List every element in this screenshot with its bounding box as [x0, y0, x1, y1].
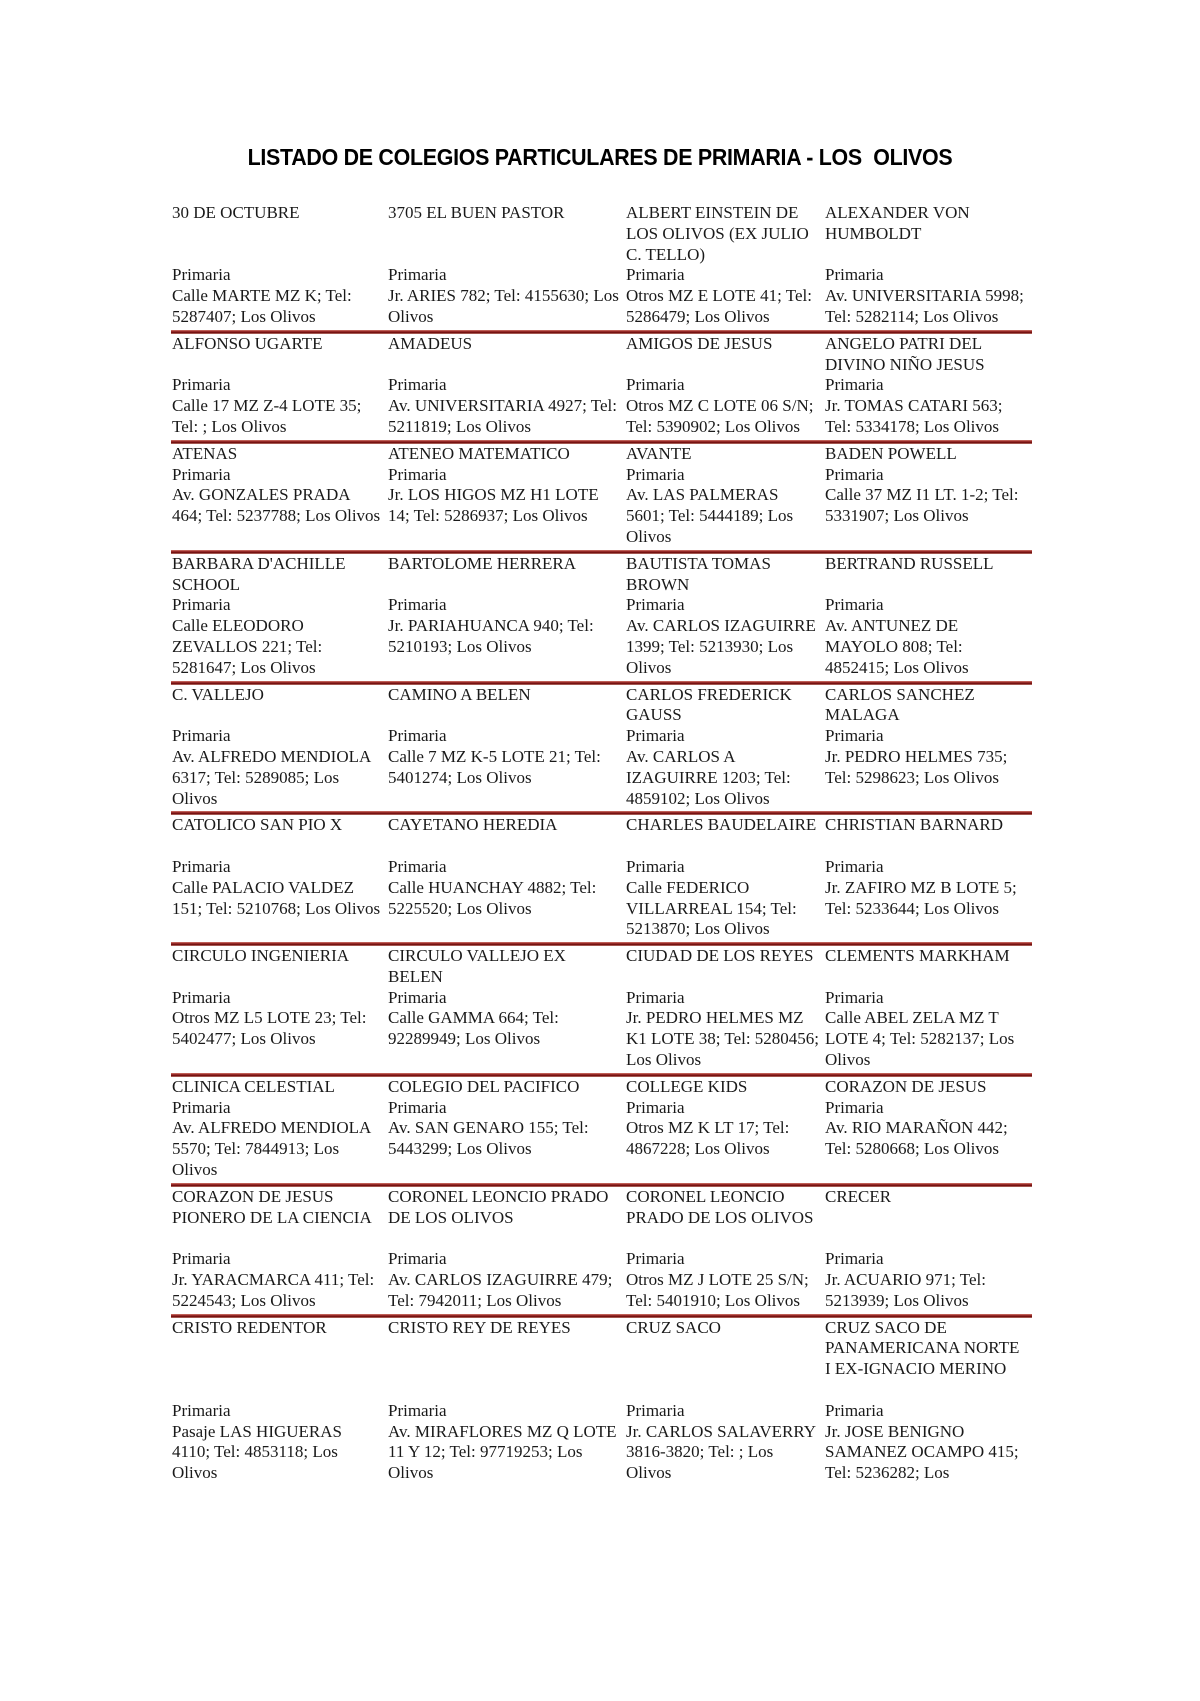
school-address: Calle 17 MZ Z-4 LOTE 35; Tel: ; Los Olivos: [172, 396, 362, 436]
school-row: [172, 946, 1032, 1077]
school-level: Primaria: [626, 1249, 685, 1269]
school-entry: [825, 334, 1032, 438]
school-entry: [388, 203, 626, 328]
school-level: Primaria: [825, 1249, 884, 1269]
school-address: Av. SAN GENARO 155; Tel: 5443299; Los Olivos: [388, 1118, 589, 1159]
school-name: AMADEUS: [388, 333, 473, 353]
school-name: CHARLES BAUDELAIRE: [626, 815, 817, 835]
school-name: BADEN POWELL: [825, 443, 957, 463]
school-name: CRECER: [825, 1186, 892, 1206]
school-address: Av. RIO MARAÑON 442; Tel: 5280668; Los Olivos: [825, 1118, 1008, 1159]
school-level: Primaria: [172, 987, 231, 1007]
school-entry: [626, 203, 825, 328]
school-name: CRISTO REDENTOR: [172, 1317, 327, 1337]
school-level: Primaria: [825, 1400, 884, 1420]
school-entry: [626, 334, 825, 438]
school-entry: [172, 1187, 388, 1312]
school-entry: [626, 1187, 825, 1312]
school-address: Jr. ARIES 782; Tel: 4155630; Los Olivos: [388, 286, 619, 326]
school-address: Calle ELEODORO ZEVALLOS 221; Tel: 5281647; Los Olivos: [172, 616, 323, 677]
school-level: Primaria: [626, 1400, 685, 1420]
school-level: Primaria: [388, 726, 447, 746]
school-entry: [626, 1077, 825, 1181]
school-level: Primaria: [388, 595, 447, 615]
page-title: LISTADO DE COLEGIOS PARTICULARES DE PRIMARIA - LOS OLIVOS: [247, 144, 953, 170]
school-level: Primaria: [626, 726, 685, 746]
school-level: Primaria: [626, 595, 685, 615]
school-name: CARLOS FREDERICK GAUSS: [626, 684, 792, 725]
school-entry: [172, 1077, 388, 1181]
school-name: AMIGOS DE JESUS: [626, 333, 773, 353]
school-level: Primaria: [388, 464, 447, 484]
school-entry: [388, 946, 626, 1071]
school-address: Otros MZ K LT 17; Tel: 4867228; Los Olivos: [626, 1118, 790, 1159]
school-name: ALFONSO UGARTE: [172, 333, 323, 353]
school-address: Otros MZ C LOTE 06 S/N; Tel: 5390902; Los Olivos: [626, 396, 814, 436]
school-address: Jr. TOMAS CATARI 563; Tel: 5334178; Los Olivos: [825, 396, 1003, 436]
school-entry: [825, 946, 1032, 1071]
school-name: BAUTISTA TOMAS BROWN: [626, 553, 771, 594]
school-name: CORONEL LEONCIO PRADO DE LOS OLIVOS: [626, 1186, 814, 1227]
school-address: Av. CARLOS IZAGUIRRE 1399; Tel: 5213930; Los Olivos: [626, 616, 816, 677]
school-name: CRISTO REY DE REYES: [388, 1317, 571, 1337]
school-address: Jr. JOSE BENIGNO SAMANEZ OCAMPO 415; Tel: 5236282; Los: [825, 1421, 1019, 1483]
school-address: Calle PALACIO VALDEZ 151; Tel: 5210768; Los Olivos: [172, 877, 381, 918]
school-row: [172, 1187, 1032, 1318]
school-row: [172, 1318, 1032, 1488]
school-entry: [626, 554, 825, 679]
school-address: Jr. ACUARIO 971; Tel: 5213939; Los Olivos: [825, 1270, 986, 1310]
school-name: CATOLICO SAN PIO X: [172, 815, 343, 835]
school-name: CHRISTIAN BARNARD: [825, 815, 1004, 835]
school-entry: [825, 815, 1032, 940]
school-address: Calle 7 MZ K-5 LOTE 21; Tel: 5401274; Los Olivos: [388, 746, 601, 787]
school-address: Jr. LOS HIGOS MZ H1 LOTE 14; Tel: 5286937; Los Olivos: [388, 485, 599, 526]
school-name: CIRCULO VALLEJO EX BELEN: [388, 946, 566, 986]
school-level: Primaria: [172, 265, 231, 285]
school-entry: [825, 444, 1032, 548]
school-entry: [172, 554, 388, 679]
school-address: Pasaje LAS HIGUERAS 4110; Tel: 4853118; Los Olivos: [172, 1421, 342, 1483]
school-entry: [825, 554, 1032, 679]
school-level: Primaria: [825, 856, 884, 876]
school-level: Primaria: [626, 987, 685, 1007]
school-address: Jr. PEDRO HELMES MZ K1 LOTE 38; Tel: 5280456; Los Olivos: [626, 1008, 820, 1070]
school-address: Av. CARLOS IZAGUIRRE 479; Tel: 7942011; Los Olivos: [388, 1270, 613, 1310]
school-level: Primaria: [626, 856, 685, 876]
school-address: Av. UNIVERSITARIA 4927; Tel: 5211819; Los Olivos: [388, 396, 617, 436]
school-address: Av. ANTUNEZ DE MAYOLO 808; Tel: 4852415; Los Olivos: [825, 616, 969, 677]
school-name: AVANTE: [626, 443, 692, 463]
school-level: Primaria: [172, 375, 231, 395]
school-name: BARTOLOME HERRERA: [388, 553, 577, 573]
school-name: C. VALLEJO: [172, 684, 264, 704]
school-name: CLEMENTS MARKHAM: [825, 946, 1010, 966]
school-name: CRUZ SACO: [626, 1317, 721, 1337]
school-entry: [626, 1318, 825, 1484]
school-name: 3705 EL BUEN PASTOR: [388, 203, 565, 222]
school-listing: [172, 203, 1032, 1488]
school-entry: [825, 203, 1032, 328]
school-level: Primaria: [825, 726, 884, 746]
school-address: Av. CARLOS A IZAGUIRRE 1203; Tel: 4859102; Los Olivos: [626, 746, 791, 808]
school-name: BERTRAND RUSSELL: [825, 553, 994, 573]
school-level: Primaria: [388, 1097, 447, 1117]
school-address: Calle MARTE MZ K; Tel: 5287407; Los Olivos: [172, 286, 352, 326]
school-name: CAMINO A BELEN: [388, 684, 531, 704]
school-entry: [825, 1318, 1032, 1484]
school-name: CRUZ SACO DE PANAMERICANA NORTE I EX-IGNACIO MERINO: [825, 1317, 1020, 1379]
school-address: Jr. PEDRO HELMES 735; Tel: 5298623; Los Olivos: [825, 746, 1008, 787]
school-level: Primaria: [626, 464, 685, 484]
school-entry: [172, 203, 388, 328]
school-name: ANGELO PATRI DEL DIVINO NIÑO JESUS: [825, 333, 985, 374]
school-row: [172, 203, 1032, 334]
school-level: Primaria: [626, 1097, 685, 1117]
school-row: [172, 554, 1032, 685]
school-level: Primaria: [172, 464, 231, 484]
school-row: [172, 685, 1032, 816]
school-address: Av. MIRAFLORES MZ Q LOTE 11 Y 12; Tel: 97719253; Los Olivos: [388, 1421, 617, 1483]
school-entry: [388, 1077, 626, 1181]
school-entry: [172, 685, 388, 810]
school-level: Primaria: [825, 987, 884, 1007]
school-level: Primaria: [388, 856, 447, 876]
school-name: ALEXANDER VON HUMBOLDT: [825, 203, 970, 243]
school-name: ATENEO MATEMATICO: [388, 443, 570, 463]
school-level: Primaria: [388, 265, 447, 285]
school-level: Primaria: [172, 856, 231, 876]
school-name: 30 DE OCTUBRE: [172, 203, 300, 222]
school-level: Primaria: [626, 375, 685, 395]
school-name: BARBARA D'ACHILLE SCHOOL: [172, 553, 346, 594]
school-entry: [388, 444, 626, 548]
school-entry: [626, 946, 825, 1071]
school-name: CAYETANO HEREDIA: [388, 815, 558, 835]
school-entry: [172, 815, 388, 940]
school-name: CLINICA CELESTIAL: [172, 1076, 335, 1096]
school-name: CIRCULO INGENIERIA: [172, 946, 350, 966]
school-address: Otros MZ E LOTE 41; Tel: 5286479; Los Olivos: [626, 286, 812, 326]
school-entry: [388, 334, 626, 438]
school-entry: [825, 1187, 1032, 1312]
school-entry: [172, 334, 388, 438]
school-address: Calle GAMMA 664; Tel: 92289949; Los Olivos: [388, 1008, 559, 1049]
school-name: CORAZON DE JESUS: [825, 1076, 987, 1096]
school-name: ALBERT EINSTEIN DE LOS OLIVOS (EX JULIO C. TELLO): [626, 203, 809, 264]
school-name: COLEGIO DEL PACIFICO: [388, 1076, 580, 1096]
school-entry: [388, 554, 626, 679]
school-address: Calle 37 MZ I1 LT. 1-2; Tel: 5331907; Los Olivos: [825, 485, 1019, 526]
school-row: [172, 444, 1032, 554]
school-row: [172, 334, 1032, 444]
school-level: Primaria: [825, 464, 884, 484]
school-level: Primaria: [388, 987, 447, 1007]
school-row: [172, 815, 1032, 946]
school-entry: [626, 685, 825, 810]
school-level: Primaria: [825, 265, 884, 285]
school-address: Otros MZ J LOTE 25 S/N; Tel: 5401910; Los Olivos: [626, 1270, 809, 1310]
school-address: Av. UNIVERSITARIA 5998; Tel: 5282114; Los Olivos: [825, 286, 1024, 326]
school-address: Calle HUANCHAY 4882; Tel: 5225520; Los Olivos: [388, 877, 597, 918]
school-name: CORONEL LEONCIO PRADO DE LOS OLIVOS: [388, 1186, 609, 1227]
school-level: Primaria: [825, 375, 884, 395]
school-address: Calle ABEL ZELA MZ T LOTE 4; Tel: 5282137; Los Olivos: [825, 1008, 1015, 1070]
school-entry: [626, 444, 825, 548]
school-entry: [172, 444, 388, 548]
school-level: Primaria: [626, 265, 685, 285]
school-level: Primaria: [388, 375, 447, 395]
school-address: Jr. PARIAHUANCA 940; Tel: 5210193; Los Olivos: [388, 616, 594, 656]
school-address: Av. ALFREDO MENDIOLA 6317; Tel: 5289085; Los Olivos: [172, 746, 371, 808]
school-address: Calle FEDERICO VILLARREAL 154; Tel: 5213870; Los Olivos: [626, 877, 797, 939]
school-address: Otros MZ L5 LOTE 23; Tel: 5402477; Los Olivos: [172, 1008, 367, 1049]
school-name: CARLOS SANCHEZ MALAGA: [825, 684, 975, 725]
school-entry: [825, 1077, 1032, 1181]
school-level: Primaria: [172, 1249, 231, 1269]
school-level: Primaria: [825, 1097, 884, 1117]
school-entry: [388, 685, 626, 810]
school-entry: [172, 1318, 388, 1484]
school-row: [172, 1077, 1032, 1187]
school-entry: [388, 1187, 626, 1312]
school-level: Primaria: [388, 1249, 447, 1269]
school-address: Av. ALFREDO MENDIOLA 5570; Tel: 7844913; Los Olivos: [172, 1118, 371, 1180]
school-entry: [388, 1318, 626, 1484]
school-level: Primaria: [172, 1400, 231, 1420]
school-address: Jr. CARLOS SALAVERRY 3816-3820; Tel: ; Los Olivos: [626, 1421, 816, 1483]
school-entry: [172, 946, 388, 1071]
school-address: Av. LAS PALMERAS 5601; Tel: 5444189; Los Olivos: [626, 485, 794, 546]
school-name: ATENAS: [172, 443, 238, 463]
school-level: Primaria: [825, 595, 884, 615]
school-entry: [626, 815, 825, 940]
school-name: CIUDAD DE LOS REYES: [626, 946, 814, 966]
school-address: Jr. ZAFIRO MZ B LOTE 5; Tel: 5233644; Los Olivos: [825, 877, 1017, 918]
school-level: Primaria: [172, 1097, 231, 1117]
school-address: Jr. YARACMARCA 411; Tel: 5224543; Los Olivos: [172, 1270, 375, 1310]
school-level: Primaria: [172, 726, 231, 746]
school-name: COLLEGE KIDS: [626, 1076, 748, 1096]
school-level: Primaria: [388, 1400, 447, 1420]
school-name: CORAZON DE JESUS PIONERO DE LA CIENCIA: [172, 1186, 372, 1227]
school-entry: [388, 815, 626, 940]
school-address: Av. GONZALES PRADA 464; Tel: 5237788; Los Olivos: [172, 485, 381, 526]
school-entry: [825, 685, 1032, 810]
school-level: Primaria: [172, 595, 231, 615]
